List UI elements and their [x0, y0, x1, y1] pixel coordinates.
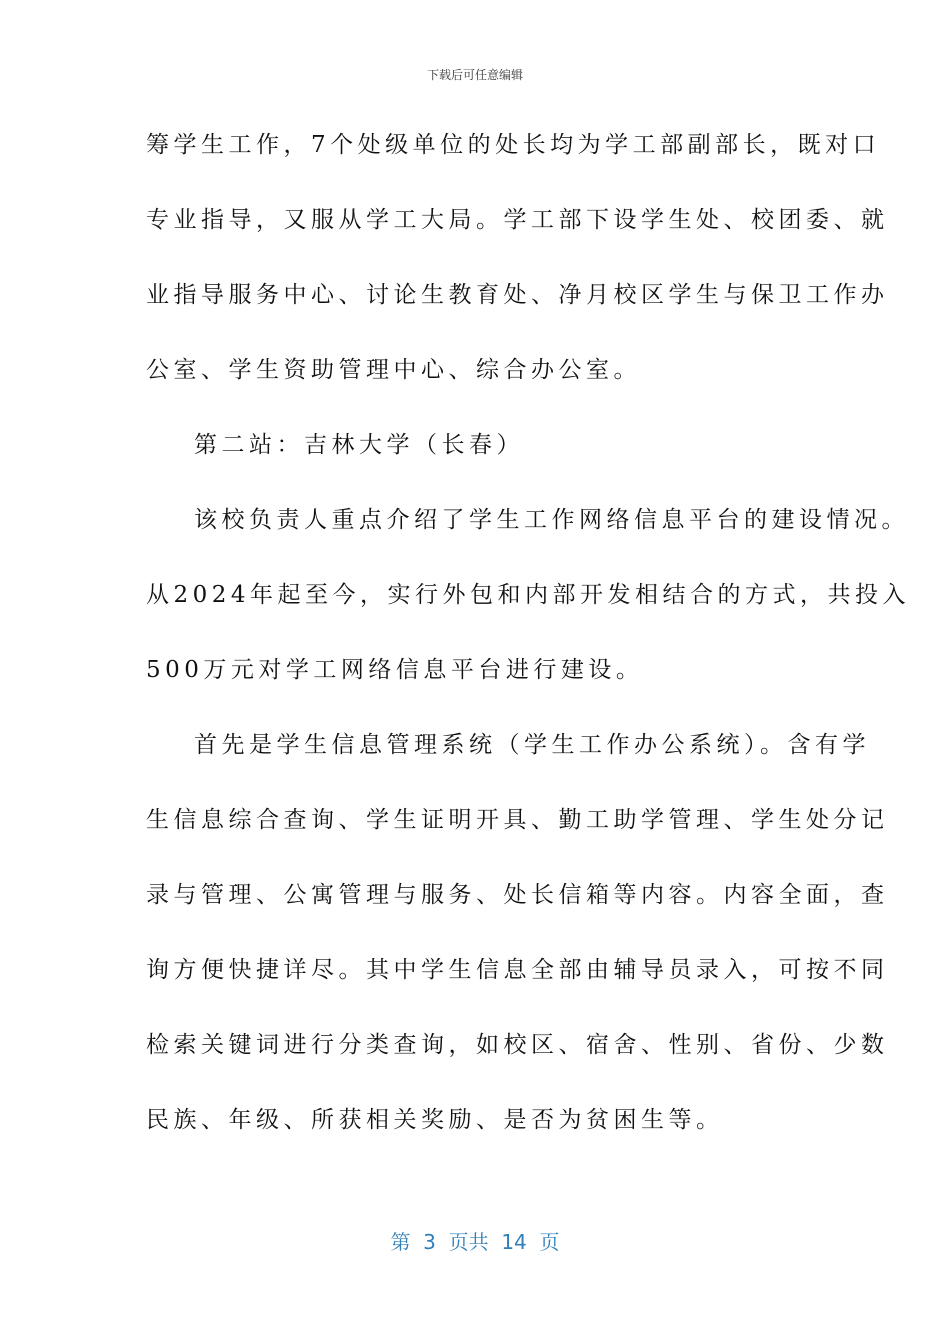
- body-line: 筹学生工作，7个处级单位的处长均为学工部副部长，既对口: [146, 132, 881, 158]
- body-line: 录与管理、公寓管理与服务、处长信箱等内容。内容全面，查: [146, 882, 889, 908]
- body-line: 检索关键词进行分类查询，如校区、宿舍、性别、省份、少数: [146, 1032, 889, 1058]
- body-line: 首先是学生信息管理系统（学生工作办公系统）。含有学: [194, 732, 870, 758]
- body-line: 该校负责人重点介绍了学生工作网络信息平台的建设情况。: [194, 507, 909, 533]
- page-number-footer: 第 3 页共 14 页: [390, 1230, 560, 1254]
- section-heading: 第二站：吉林大学（长春）: [194, 432, 524, 458]
- body-line: 询方便快捷详尽。其中学生信息全部由辅导员录入，可按不同: [146, 957, 889, 983]
- body-line: 生信息综合查询、学生证明开具、勤工助学管理、学生处分记: [146, 807, 889, 833]
- body-line: 公室、学生资助管理中心、综合办公室。: [146, 357, 641, 383]
- page-header: 下载后可任意编辑: [426, 68, 523, 82]
- body-line: 500万元对学工网络信息平台进行建设。: [146, 657, 644, 683]
- body-line: 从2024年起至今，实行外包和内部开发相结合的方式，共投入: [146, 582, 911, 608]
- body-line: 民族、年级、所获相关奖励、是否为贫困生等。: [146, 1107, 724, 1133]
- body-line: 业指导服务中心、讨论生教育处、净月校区学生与保卫工作办: [146, 282, 889, 308]
- body-line: 专业指导，又服从学工大局。学工部下设学生处、校团委、就: [146, 207, 889, 233]
